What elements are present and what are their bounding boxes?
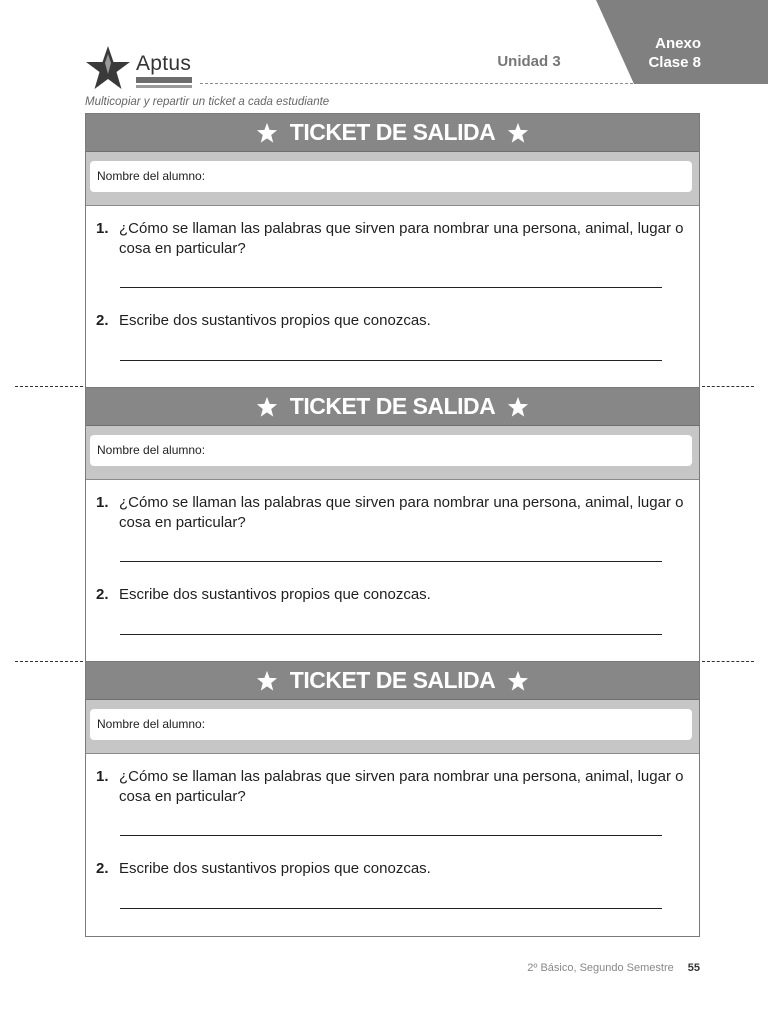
answer-line-2[interactable]	[120, 634, 662, 635]
ticket-title: TICKET DE SALIDA	[289, 667, 496, 693]
question-text: ¿Cómo se llaman las palabras que sirven para nombrar una persona, animal, lugar o cosa en particular?	[119, 768, 684, 805]
annex-label: Anexo	[655, 35, 701, 52]
ticket-3	[85, 661, 700, 937]
logo-subtagline	[136, 85, 192, 88]
star-icon	[256, 670, 278, 692]
page-footer	[500, 962, 700, 974]
class-label: Clase 8	[648, 54, 701, 71]
ticket-header	[86, 662, 699, 700]
unit-label: Unidad 3	[497, 53, 561, 70]
name-band	[86, 152, 699, 206]
question-text: ¿Cómo se llaman las palabras que sirven para nombrar una persona, animal, lugar o cosa en particular?	[119, 220, 684, 257]
question-2	[96, 311, 689, 331]
star-icon	[507, 396, 529, 418]
name-band	[86, 426, 699, 480]
question-2	[96, 585, 689, 605]
answer-line-2[interactable]	[120, 360, 662, 361]
name-band	[86, 700, 699, 754]
star-icon	[507, 670, 529, 692]
student-name-label: Nombre del alumno:	[97, 169, 206, 183]
answer-line-1[interactable]	[120, 561, 662, 562]
ticket-header	[86, 114, 699, 152]
ticket-2	[85, 387, 700, 662]
star-icon	[256, 122, 278, 144]
answer-line-2[interactable]	[120, 908, 662, 909]
question-number: 1.	[96, 220, 109, 237]
ticket-title: TICKET DE SALIDA	[289, 393, 496, 419]
star-icon	[507, 122, 529, 144]
student-name-label: Nombre del alumno:	[97, 443, 206, 457]
question-number: 2.	[96, 860, 109, 877]
corner-tab-text	[648, 34, 701, 72]
ticket-title: TICKET DE SALIDA	[289, 119, 496, 145]
student-name-field[interactable]	[90, 709, 692, 740]
question-1	[96, 493, 689, 533]
star-icon	[256, 396, 278, 418]
instruction-text: Multicopiar y repartir un ticket a cada estudiante	[85, 96, 330, 108]
aptus-logo	[84, 44, 194, 92]
cut-line	[702, 661, 754, 662]
student-name-field[interactable]	[90, 435, 692, 466]
answer-line-1[interactable]	[120, 287, 662, 288]
question-text: Escribe dos sustantivos propios que conozcas.	[119, 586, 431, 603]
header-divider	[200, 83, 698, 84]
question-1	[96, 219, 689, 259]
logo-text: Aptus	[136, 52, 192, 75]
question-text: Escribe dos sustantivos propios que conozcas.	[119, 860, 431, 877]
question-1	[96, 767, 689, 807]
ticket-header	[86, 388, 699, 426]
page-number: 55	[687, 962, 700, 974]
student-name-field[interactable]	[90, 161, 692, 192]
student-name-label: Nombre del alumno:	[97, 717, 206, 731]
cut-line	[15, 661, 83, 662]
question-number: 2.	[96, 312, 109, 329]
question-text: Escribe dos sustantivos propios que conozcas.	[119, 312, 431, 329]
question-text: ¿Cómo se llaman las palabras que sirven para nombrar una persona, animal, lugar o cosa en particular?	[119, 494, 684, 531]
question-2	[96, 859, 689, 879]
question-number: 1.	[96, 768, 109, 785]
answer-line-1[interactable]	[120, 835, 662, 836]
logo-tagline	[136, 77, 192, 83]
question-number: 2.	[96, 586, 109, 603]
footer-course: 2º Básico, Segundo Semestre	[527, 962, 674, 974]
question-number: 1.	[96, 494, 109, 511]
ticket-1	[85, 113, 700, 388]
cut-line	[702, 386, 754, 387]
cut-line	[15, 386, 83, 387]
star-logo-icon	[84, 44, 132, 92]
